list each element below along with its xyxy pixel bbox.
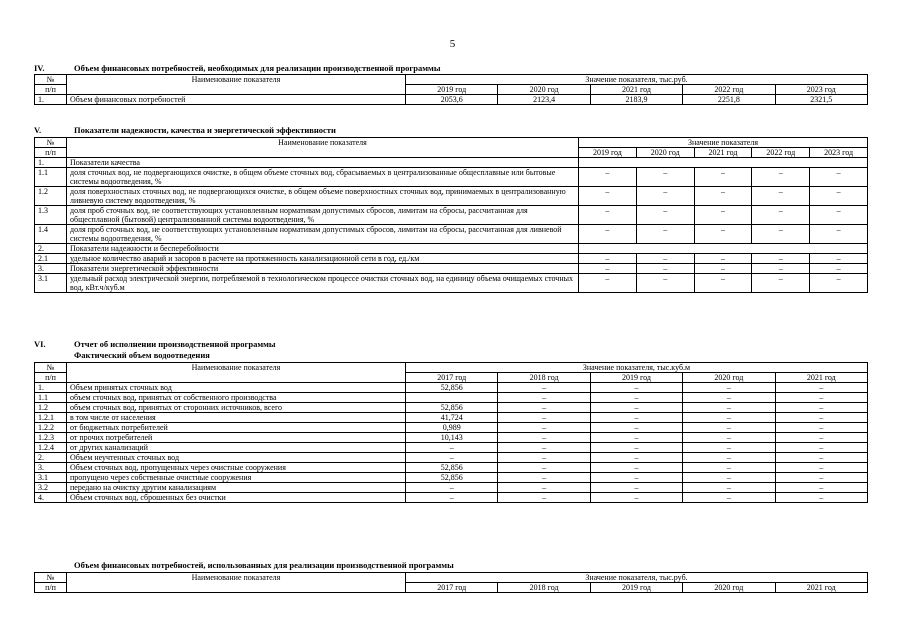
col-name-header: Наименование показателя <box>67 75 406 95</box>
table-row <box>35 493 868 503</box>
table-row <box>35 254 868 264</box>
row-value-3: – <box>683 493 775 503</box>
col-num-header: № <box>35 363 67 373</box>
year-header-1: 2020 год <box>636 148 694 158</box>
row-value-1: – <box>498 473 590 483</box>
row-name: в том числе от населения <box>67 413 406 423</box>
page-number: 5 <box>449 38 456 50</box>
row-value-4: – <box>810 187 868 206</box>
row-number: 3.1 <box>35 473 67 483</box>
row-value-4: – <box>810 274 868 293</box>
row-value-4: – <box>810 254 868 264</box>
col-value-header: Значение показателя, тыс.руб. <box>406 75 868 85</box>
row-value-2: – <box>590 463 682 473</box>
row-value-0: 52,856 <box>406 463 498 473</box>
row-number: 3. <box>35 264 67 274</box>
row-value-1: – <box>498 453 590 463</box>
row-number: 2. <box>35 453 67 463</box>
year-header-3: 2022 год <box>683 85 775 95</box>
row-number: 4. <box>35 493 67 503</box>
row-value-1: 2123,4 <box>498 95 590 105</box>
section6-roman: VI. <box>34 339 46 349</box>
col-num-sub-header: п/п <box>35 85 67 95</box>
table-row <box>35 244 868 254</box>
row-value-1: – <box>636 225 694 244</box>
year-header-1: 2020 год <box>498 85 590 95</box>
section6-title <box>34 340 276 349</box>
row-value-0: 0,989 <box>406 423 498 433</box>
row-number: 1.4 <box>35 225 67 244</box>
section4-title <box>34 64 440 73</box>
row-value-0: – <box>406 443 498 453</box>
row-value-3: – <box>683 393 775 403</box>
row-name: удельный расход электрической энергии, потребляемой в технологическом процессе очистки сточных вод, на единицу объема очищаемых сточных вод, кВт.ч/куб.м <box>67 274 579 293</box>
row-name: Показатели энергетической эффективности <box>67 264 579 274</box>
row-value-3: – <box>752 206 810 225</box>
year-header-2: 2021 год <box>590 85 682 95</box>
row-value-4: – <box>775 433 867 443</box>
year-header-4: 2023 год <box>810 148 868 158</box>
row-value-3: – <box>752 225 810 244</box>
row-number: 3. <box>35 463 67 473</box>
row-value-3: – <box>752 264 810 274</box>
row-value-3: – <box>683 403 775 413</box>
row-name: объем сточных вод, принятых от собственного производства <box>67 393 406 403</box>
row-value-0: – <box>579 264 637 274</box>
col-name-header: Наименование показателя <box>67 573 406 593</box>
table-row <box>35 423 868 433</box>
table-row <box>35 463 868 473</box>
row-value-0: – <box>579 274 637 293</box>
row-value-1: – <box>498 383 590 393</box>
row-value-0: – <box>579 225 637 244</box>
row-value-2: – <box>590 443 682 453</box>
row-name: передано на очистку другим канализациям <box>67 483 406 493</box>
row-value-2: – <box>694 274 752 293</box>
year-header-3: 2020 год <box>683 373 775 383</box>
year-header-2: 2019 год <box>590 583 682 593</box>
row-value-2: – <box>694 168 752 187</box>
row-value-1: – <box>498 443 590 453</box>
col-value-header: Значение показателя, тыс.руб. <box>406 573 868 583</box>
row-value-2: – <box>590 473 682 483</box>
table-row <box>35 413 868 423</box>
row-number: 2. <box>35 244 67 254</box>
row-value-3: – <box>683 433 775 443</box>
row-value-0: – <box>579 254 637 264</box>
col-name-header: Наименование показателя <box>67 138 579 158</box>
row-values-empty <box>579 158 868 168</box>
table-row <box>35 443 868 453</box>
row-value-0: – <box>579 206 637 225</box>
row-number: 1.3 <box>35 206 67 225</box>
row-value-1: – <box>498 463 590 473</box>
row-number: 3.1 <box>35 274 67 293</box>
col-num-header: № <box>35 573 67 583</box>
row-value-3: – <box>683 453 775 463</box>
table-row <box>35 433 868 443</box>
row-number: 1. <box>35 95 67 105</box>
row-number: 3.2 <box>35 483 67 493</box>
row-value-3: – <box>752 187 810 206</box>
row-number: 1. <box>35 158 67 168</box>
section6-table <box>34 362 868 503</box>
row-value-1: – <box>636 264 694 274</box>
row-number: 1. <box>35 383 67 393</box>
year-header-3: 2020 год <box>683 583 775 593</box>
row-name: Объем принятых сточных вод <box>67 383 406 393</box>
row-number: 1.2 <box>35 187 67 206</box>
year-header-0: 2019 год <box>579 148 637 158</box>
row-value-0: 52,856 <box>406 403 498 413</box>
table-row <box>35 453 868 463</box>
row-value-3: – <box>752 254 810 264</box>
year-header-2: 2021 год <box>694 148 752 158</box>
year-header-0: 2017 год <box>406 583 498 593</box>
col-value-header: Значение показателя <box>579 138 868 148</box>
table-row <box>35 168 868 187</box>
section5-title-text: Показатели надежности, качества и энергетической эффективности <box>74 125 336 135</box>
row-number: 1.2.2 <box>35 423 67 433</box>
row-value-3: 2251,8 <box>683 95 775 105</box>
table-row <box>35 383 868 393</box>
row-name: Показатели качества <box>67 158 579 168</box>
year-header-3: 2022 год <box>752 148 810 158</box>
row-value-0: 2053,6 <box>406 95 498 105</box>
row-value-1: – <box>636 187 694 206</box>
row-value-4: – <box>775 493 867 503</box>
row-value-2: – <box>590 483 682 493</box>
row-value-4: – <box>810 168 868 187</box>
row-value-1: – <box>498 483 590 493</box>
row-value-4: – <box>775 393 867 403</box>
table-row <box>35 206 868 225</box>
row-value-4: – <box>775 483 867 493</box>
row-value-2: – <box>590 453 682 463</box>
col-num-header: № <box>35 75 67 85</box>
section4-table <box>34 74 868 105</box>
col-num-sub-header: п/п <box>35 148 67 158</box>
table-row <box>35 158 868 168</box>
row-name: пропущено через собственные очистные сооружения <box>67 473 406 483</box>
row-name: Объем сточных вод, пропущенных через очистные сооружения <box>67 463 406 473</box>
row-name: доля поверхностных сточных вод, не подвергающихся очистке, в общем объеме поверхностных сточных вод, принимаемых в централизованную ливневую систему водоотведения, % <box>67 187 579 206</box>
row-value-4: – <box>775 463 867 473</box>
row-value-2: – <box>590 433 682 443</box>
row-name: доля проб сточных вод, не соответствующих установленным нормативам допустимых сбросов, лимитам на сбросы, рассчитанная для ливневой системы водоотведения, % <box>67 225 579 244</box>
row-name: доля проб сточных вод, не соответствующих установленным нормативам допустимых сбросов, лимитам на сбросы, рассчитанная для общесплавной (бытовой) централизованной системы водоотведения, % <box>67 206 579 225</box>
row-number: 1.2.3 <box>35 433 67 443</box>
row-value-3: – <box>752 274 810 293</box>
section5-table <box>34 137 868 293</box>
row-value-3: – <box>752 168 810 187</box>
year-header-1: 2018 год <box>498 373 590 383</box>
row-number: 1.2 <box>35 403 67 413</box>
row-value-0: – <box>579 187 637 206</box>
row-value-1: – <box>498 423 590 433</box>
row-value-2: – <box>590 393 682 403</box>
section7-title: Объем финансовых потребностей, использованных для реализации производственной программы <box>74 560 454 570</box>
row-value-1: – <box>498 413 590 423</box>
row-value-0: 10,143 <box>406 433 498 443</box>
table-row <box>35 187 868 206</box>
row-value-3: – <box>683 383 775 393</box>
row-name: доля сточных вод, не подвергающихся очистке, в общем объеме сточных вод, сбрасываемых в централизованные общесплавные или бытовые системы водоотведения, % <box>67 168 579 187</box>
row-value-2: – <box>590 403 682 413</box>
row-value-0: – <box>406 483 498 493</box>
col-num-header: № <box>35 138 67 148</box>
row-number: 2.1 <box>35 254 67 264</box>
row-value-1: – <box>498 403 590 413</box>
row-value-1: – <box>636 274 694 293</box>
row-value-2: – <box>694 187 752 206</box>
row-value-0: – <box>406 493 498 503</box>
row-value-3: – <box>683 483 775 493</box>
section6-title-text: Отчет об исполнении производственной программы <box>74 339 276 349</box>
table-row <box>35 473 868 483</box>
year-header-4: 2021 год <box>775 373 867 383</box>
section4-roman: IV. <box>34 63 45 73</box>
row-value-4: – <box>775 443 867 453</box>
row-value-3: – <box>683 443 775 453</box>
col-num-sub-header: п/п <box>35 373 67 383</box>
row-value-0: – <box>579 168 637 187</box>
row-value-4: – <box>810 225 868 244</box>
table-row <box>35 264 868 274</box>
row-values-empty <box>579 244 868 254</box>
section4-title-text: Объем финансовых потребностей, необходимых для реализации производственной программы <box>74 63 441 73</box>
row-value-4: – <box>775 453 867 463</box>
row-value-2: – <box>694 264 752 274</box>
table-row <box>35 225 868 244</box>
table-row <box>35 393 868 403</box>
row-value-0: 52,856 <box>406 383 498 393</box>
row-name: Объем сточных вод, сброшенных без очистки <box>67 493 406 503</box>
row-value-1: – <box>498 393 590 403</box>
year-header-4: 2021 год <box>775 583 867 593</box>
row-value-2: – <box>694 254 752 264</box>
row-value-0 <box>406 393 498 403</box>
row-name: от бюджетных потребителей <box>67 423 406 433</box>
row-value-4: – <box>810 206 868 225</box>
section7-table <box>34 572 868 593</box>
row-value-4: – <box>775 473 867 483</box>
row-value-1: – <box>636 254 694 264</box>
col-name-header: Наименование показателя <box>67 363 406 383</box>
row-value-4: – <box>775 423 867 433</box>
col-value-header: Значение показателя, тыс.куб.м <box>406 363 868 373</box>
row-name: от других канализаций <box>67 443 406 453</box>
row-value-2: – <box>590 413 682 423</box>
row-value-0: 41,724 <box>406 413 498 423</box>
row-value-0: – <box>406 453 498 463</box>
row-value-2: – <box>590 493 682 503</box>
year-header-0: 2017 год <box>406 373 498 383</box>
row-number: 1.2.4 <box>35 443 67 453</box>
section5-roman: V. <box>34 125 42 135</box>
row-value-3: – <box>683 473 775 483</box>
row-number: 1.1 <box>35 168 67 187</box>
year-header-0: 2019 год <box>406 85 498 95</box>
year-header-2: 2019 год <box>590 373 682 383</box>
row-value-1: – <box>498 493 590 503</box>
row-value-2: – <box>590 383 682 393</box>
row-value-1: – <box>498 433 590 443</box>
row-value-2: 2183,9 <box>590 95 682 105</box>
table-row <box>35 95 868 105</box>
table-row <box>35 274 868 293</box>
year-header-4: 2023 год <box>775 85 867 95</box>
table-row <box>35 483 868 493</box>
row-value-4: – <box>810 264 868 274</box>
table-row <box>35 403 868 413</box>
row-value-1: – <box>636 206 694 225</box>
row-value-4: – <box>775 413 867 423</box>
row-name: от прочих потребителей <box>67 433 406 443</box>
row-name: Объем неучтенных сточных вод <box>67 453 406 463</box>
row-name: удельное количество аварий и засоров в расчете на протяженность канализационной сети в год, ед./км <box>67 254 579 264</box>
row-value-0: 52,856 <box>406 473 498 483</box>
row-value-3: – <box>683 463 775 473</box>
row-name: объем сточных вод, принятых от сторонних источников, всего <box>67 403 406 413</box>
row-value-4: 2321,5 <box>775 95 867 105</box>
year-header-1: 2018 год <box>498 583 590 593</box>
row-value-3: – <box>683 423 775 433</box>
row-value-2: – <box>694 225 752 244</box>
row-value-2: – <box>590 423 682 433</box>
row-value-3: – <box>683 413 775 423</box>
row-number: 1.1 <box>35 393 67 403</box>
row-value-4: – <box>775 403 867 413</box>
row-name: Показатели надежности и бесперебойности <box>67 244 579 254</box>
row-value-4: – <box>775 383 867 393</box>
row-value-1: – <box>636 168 694 187</box>
section6-subtitle: Фактический объем водоотведения <box>74 350 210 360</box>
col-num-sub-header: п/п <box>35 583 67 593</box>
row-number: 1.2.1 <box>35 413 67 423</box>
row-name: Объем финансовых потребностей <box>67 95 406 105</box>
row-value-2: – <box>694 206 752 225</box>
section5-title <box>34 126 336 135</box>
